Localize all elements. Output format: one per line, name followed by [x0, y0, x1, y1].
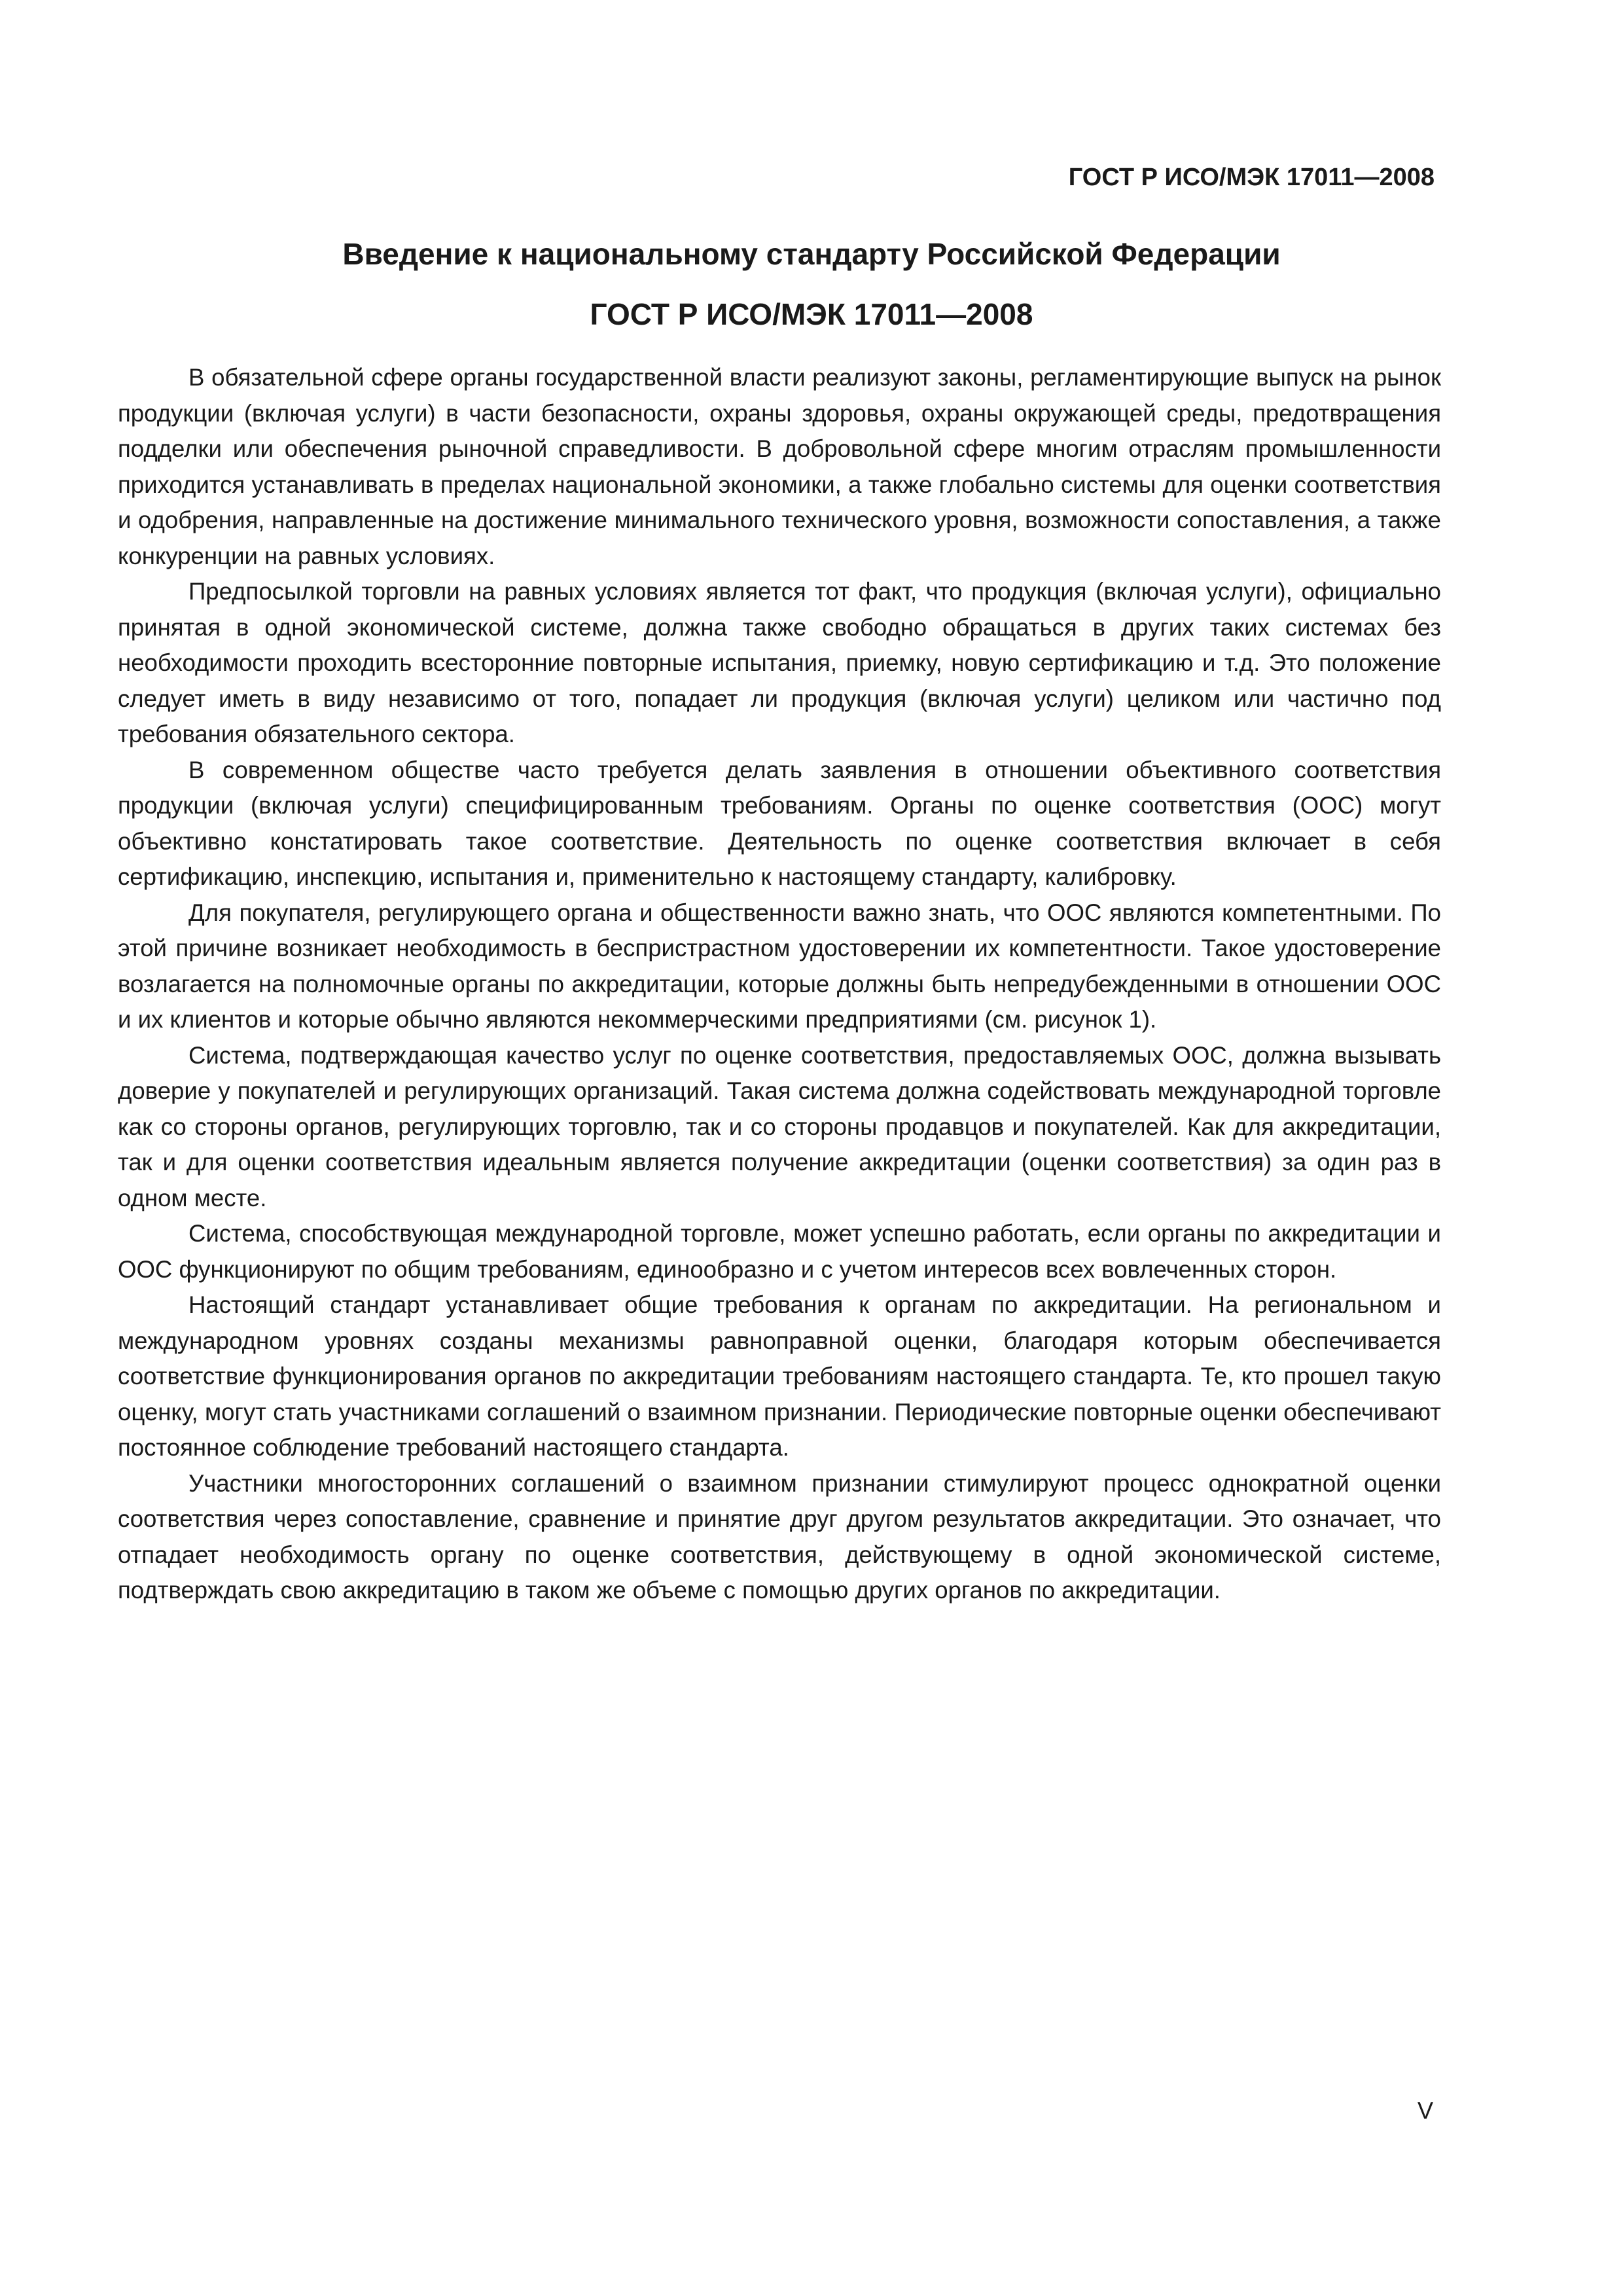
paragraph: В современном обществе часто требуется делать заявления в отношении объективного соответствия продукции (включая услуги) специфицированным требованиям. Органы по оценке соответствия (ООС) могут объективно констатировать такое соответствие. Деятельность по оценке соответствия включает в себя сертификацию, инспекцию, испытания и, применительно к настоящему стандарту, калибровку.	[118, 756, 1441, 890]
body-text	[118, 360, 1441, 1609]
title-line-1: Введение к национальному стандарту Российской Федерации	[342, 237, 1281, 271]
document-code-header: ГОСТ Р ИСО/МЭК 17011—2008	[1068, 164, 1435, 191]
paragraph: Для покупателя, регулирующего органа и общественности важно знать, что ООС являются компетентными. По этой причине возникает необходимость в беспристрастном удостоверении их компетентности. Такое удостоверение возлагается на полномочные органы по аккредитации, которые должны быть непредубежденными в отношении ООС и их клиентов и которые обычно являются некоммерческими предприятиями (см. рисунок 1).	[118, 899, 1441, 1033]
paragraph: В обязательной сфере органы государственной власти реализуют законы, регламентирующие выпуск на рынок продукции (включая услуги) в части безопасности, охраны здоровья, охраны окружающей среды, предотвращения подделки или обеспечения рыночной справедливости. В добровольной сфере многим отраслям промышленности приходится устанавливать в пределах национальной экономики, а также глобально системы для оценки соответствия и одобрения, направленные на достижение минимального технического уровня, возможности сопоставления, а также конкуренции на равных условиях.	[118, 364, 1441, 569]
paragraph: Настоящий стандарт устанавливает общие требования к органам по аккредитации. На региональном и международном уровнях созданы механизмы равноправной оценки, благодаря которым обеспечивается соответствие функционирования органов по аккредитации требованиям настоящего стандарта. Те, кто прошел такую оценку, могут стать участниками соглашений о взаимном признании. Периодические повторные оценки обеспечивают постоянное соблюдение требований настоящего стандарта.	[118, 1291, 1441, 1461]
paragraph: Предпосылкой торговли на равных условиях является тот факт, что продукция (включая услуги), официально принятая в одной экономической системе, должна также свободно обращаться в других таких системах без необходимости проходить всесторонние повторные испытания, приемку, новую сертификацию и т.д. Это положение следует иметь в виду независимо от того, попадает ли продукция (включая услуги) целиком или частично под требования обязательного сектора.	[118, 578, 1441, 747]
page-number: V	[1417, 2097, 1433, 2124]
paragraph: Система, способствующая международной торговле, может успешно работать, если органы по аккредитации и ООС функционируют по общим требованиям, единообразно и с учетом интересов всех вовлеченных сторон.	[118, 1220, 1441, 1283]
paragraph: Система, подтверждающая качество услуг по оценке соответствия, предоставляемых ООС, должна вызывать доверие у покупателей и регулирующих организаций. Такая система должна содействовать международной торговле как со стороны органов, регулирующих торговлю, так и со стороны продавцов и покупателей. Как для аккредитации, так и для оценки соответствия идеальным является получение аккредитации (оценки соответствия) за один раз в одном месте.	[118, 1041, 1441, 1211]
paragraph: Участники многосторонних соглашений о взаимном признании стимулируют процесс однократной оценки соответствия через сопоставление, сравнение и принятие друг другом результатов аккредитации. Это означает, что отпадает необходимость органу по оценке соответствия, действующему в одной экономической системе, подтверждать свою аккредитацию в таком же объеме с помощью других органов по аккредитации.	[118, 1469, 1441, 1604]
page-title	[118, 224, 1505, 344]
title-line-2: ГОСТ Р ИСО/МЭК 17011—2008	[590, 297, 1033, 331]
